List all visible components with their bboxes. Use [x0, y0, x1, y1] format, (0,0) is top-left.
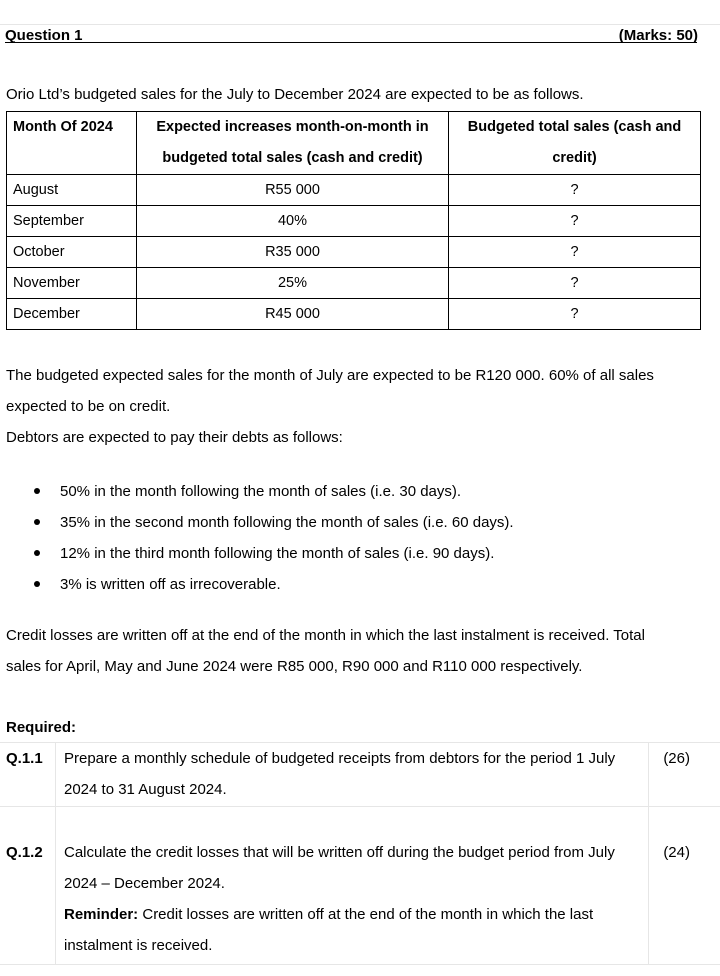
cell-total: ?	[449, 268, 701, 299]
bullet-icon	[34, 519, 40, 525]
cell-month: November	[7, 268, 137, 299]
required-grid-line	[648, 742, 649, 964]
credit-losses-paragraph: Credit losses are written off at the end of the month in which the last instalment is received. Total sales for April, May and June 2024 were R85 000, R90 000 and R110 000 respectively.	[6, 627, 645, 675]
intro-text: Orio Ltd’s budgeted sales for the July to December 2024 are expected to be as follows.	[6, 86, 584, 103]
july-sales-paragraph: The budgeted expected sales for the month of July are expected to be R120 000. 60% of all sales expected to be on credit.	[6, 367, 654, 415]
question-marks: (24)	[663, 844, 690, 861]
header-month: Month Of 2024	[7, 112, 137, 175]
cell-total: ?	[449, 175, 701, 206]
table-row	[7, 299, 701, 330]
debtors-paragraph: Debtors are expected to pay their debts as follows:	[6, 429, 343, 446]
table-row	[7, 175, 701, 206]
cell-month: December	[7, 299, 137, 330]
cell-total: ?	[449, 206, 701, 237]
cell-month: October	[7, 237, 137, 268]
marks-label: (Marks: 50)	[618, 27, 698, 44]
bullet-icon	[34, 581, 40, 587]
table-row	[7, 237, 701, 268]
cell-increase: R55 000	[137, 175, 449, 206]
question-text: Prepare a monthly schedule of budgeted receipts from debtors for the period 1 July 2024 to 31 August 2024.	[64, 750, 616, 798]
list-item: 35% in the second month following the month of sales (i.e. 60 days).	[28, 507, 688, 538]
bullet-icon	[34, 550, 40, 556]
required-grid-line	[55, 742, 56, 964]
reminder-label: Reminder:	[64, 906, 139, 923]
question-number: Q.1.1	[6, 750, 43, 767]
table-header-row	[7, 112, 701, 175]
payment-terms-list	[28, 476, 688, 600]
header-total: Budgeted total sales (cash and credit)	[449, 112, 701, 175]
required-grid-line	[0, 964, 720, 965]
budgeted-sales-table	[6, 111, 701, 330]
cell-month: August	[7, 175, 137, 206]
cell-total: ?	[449, 299, 701, 330]
question-title: Question 1	[5, 27, 83, 44]
required-grid-line	[0, 806, 720, 807]
header-rule	[5, 42, 697, 43]
list-item: 12% in the third month following the month of sales (i.e. 90 days).	[28, 538, 688, 569]
question-marks: (26)	[663, 750, 690, 767]
header-increase: Expected increases month-on-month in budgeted total sales (cash and credit)	[137, 112, 449, 175]
bullet-icon	[34, 488, 40, 494]
cell-month: September	[7, 206, 137, 237]
cell-increase: 25%	[137, 268, 449, 299]
list-item: 50% in the month following the month of sales (i.e. 30 days).	[28, 476, 688, 507]
required-heading: Required:	[6, 719, 77, 736]
question-text: Calculate the credit losses that will be written off during the budget period from July 2024 – December 2024. Reminder: Credit losses are written off at the end of the month in which the last instalment is received.	[64, 844, 615, 954]
cell-increase: R35 000	[137, 237, 449, 268]
list-item: 3% is written off as irrecoverable.	[28, 569, 688, 600]
cell-increase: R45 000	[137, 299, 449, 330]
cell-total: ?	[449, 237, 701, 268]
question-number: Q.1.2	[6, 844, 43, 861]
cell-increase: 40%	[137, 206, 449, 237]
table-row	[7, 268, 701, 299]
header-grid-line	[0, 24, 720, 25]
table-row	[7, 206, 701, 237]
